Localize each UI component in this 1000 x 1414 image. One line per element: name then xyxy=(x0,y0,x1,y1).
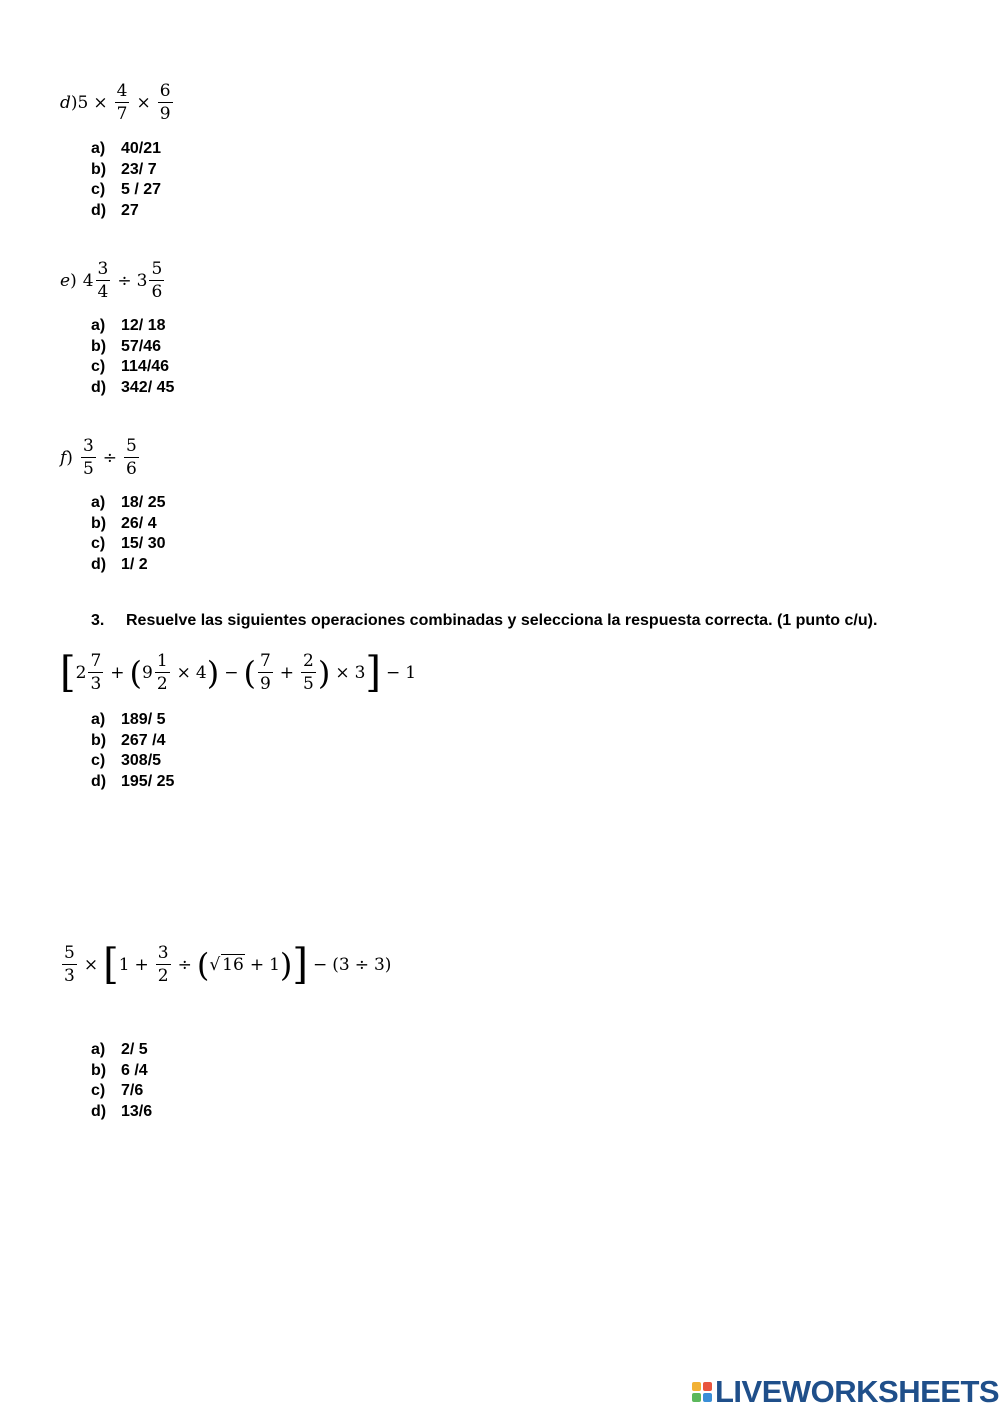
divide-sign: ÷ xyxy=(177,954,192,975)
fraction xyxy=(258,650,273,695)
option-value: 1/ 2 xyxy=(121,555,148,573)
logo-tile xyxy=(703,1382,712,1391)
sqrt-sign: √ xyxy=(209,954,221,975)
numerator: 5 xyxy=(64,943,75,963)
open-bracket: [ xyxy=(103,940,119,989)
paren: ) xyxy=(70,92,78,113)
option-d[interactable] xyxy=(91,1102,152,1123)
minus-sign: − xyxy=(312,954,328,975)
option-letter: b) xyxy=(91,731,107,749)
option-value: 12/ 18 xyxy=(121,317,166,334)
fraction xyxy=(124,435,139,480)
problem-1-expression xyxy=(60,650,416,695)
denominator: 4 xyxy=(97,282,109,302)
fraction xyxy=(158,80,173,125)
denominator: 9 xyxy=(159,104,171,124)
exercise-f-expression xyxy=(60,435,141,480)
close-paren: ) xyxy=(206,653,220,692)
whole-number: 3 xyxy=(136,270,148,291)
whole-number: 5 xyxy=(77,92,89,113)
numerator: 5 xyxy=(151,259,163,279)
option-letter: c) xyxy=(91,181,106,199)
section-3-heading xyxy=(91,612,877,630)
fraction xyxy=(88,650,103,695)
open-bracket: [ xyxy=(60,648,76,697)
option-d[interactable] xyxy=(91,772,174,793)
divide-sign: ÷ xyxy=(354,954,369,975)
option-value: 308/5 xyxy=(121,752,162,770)
option-letter: c) xyxy=(91,1082,106,1100)
fraction xyxy=(156,942,171,987)
denominator: 6 xyxy=(126,459,137,479)
option-value: 23/ 7 xyxy=(121,160,157,178)
denominator: 2 xyxy=(156,674,168,694)
option-letter: a) xyxy=(91,711,106,728)
times-sign: × xyxy=(176,662,191,683)
number: 3 xyxy=(373,954,385,975)
exercise-label: e xyxy=(60,270,71,291)
whole-number: 9 xyxy=(142,662,153,683)
option-c[interactable] xyxy=(91,357,174,378)
numerator: 6 xyxy=(159,81,171,101)
exercise-label: f xyxy=(60,447,67,468)
fraction xyxy=(301,650,316,695)
option-value: 195/ 25 xyxy=(121,772,175,790)
option-letter: a) xyxy=(91,317,106,334)
option-letter: c) xyxy=(91,358,106,376)
close-bracket: ] xyxy=(365,648,382,697)
fraction xyxy=(155,650,170,695)
option-c[interactable] xyxy=(91,751,174,772)
option-letter: a) xyxy=(91,1041,106,1058)
denominator: 3 xyxy=(64,966,75,986)
plus-sign: + xyxy=(110,662,125,683)
exercise-e-expression xyxy=(60,258,166,303)
option-value: 13/6 xyxy=(121,1102,153,1120)
option-value: 342/ 45 xyxy=(121,378,175,396)
minus-sign: − xyxy=(386,662,401,683)
exercise-d-options xyxy=(91,139,161,221)
numerator: 2 xyxy=(303,651,314,671)
number: 1 xyxy=(405,662,417,683)
option-d[interactable] xyxy=(91,201,161,222)
option-b[interactable] xyxy=(91,731,174,752)
logo-text: LIVEWORKSHEETS xyxy=(715,1374,1000,1409)
liveworksheets-logo[interactable] xyxy=(692,1374,999,1410)
option-value: 189/ 5 xyxy=(121,711,166,728)
plus-sign: + xyxy=(134,954,149,975)
number: 3 xyxy=(338,954,350,975)
section-number: 3. xyxy=(91,612,105,629)
option-value: 15/ 30 xyxy=(121,535,166,553)
minus-sign: − xyxy=(224,662,239,683)
logo-tile xyxy=(692,1382,701,1391)
plus-sign: + xyxy=(279,662,295,683)
denominator: 5 xyxy=(82,459,94,479)
option-value: 40/21 xyxy=(121,140,162,157)
option-value: 114/46 xyxy=(121,358,170,376)
logo-tile xyxy=(703,1393,712,1402)
number: 3 xyxy=(354,662,366,683)
numerator: 5 xyxy=(126,436,137,456)
option-value: 26/ 4 xyxy=(121,514,157,532)
number: 4 xyxy=(195,662,207,683)
option-a[interactable] xyxy=(91,316,174,337)
section-instruction: Resuelve las siguientes operaciones combinadas y selecciona la respuesta correcta. (1 punto c/u). xyxy=(126,612,878,629)
option-value: 27 xyxy=(121,201,139,219)
exercise-e-options xyxy=(91,316,174,398)
divide-sign: ÷ xyxy=(102,447,118,468)
option-value: 57/46 xyxy=(121,337,162,355)
problem-1-options xyxy=(91,710,174,792)
option-d[interactable] xyxy=(91,555,165,576)
option-value: 2/ 5 xyxy=(121,1041,148,1058)
times-sign: × xyxy=(335,662,350,683)
exercise-label: d xyxy=(60,92,71,113)
exercise-f-options xyxy=(91,493,165,575)
option-letter: d) xyxy=(91,378,107,396)
option-value: 7/6 xyxy=(121,1082,144,1100)
option-value: 267 /4 xyxy=(121,731,166,749)
logo-icon xyxy=(692,1382,712,1402)
option-c[interactable] xyxy=(91,1081,152,1102)
fraction xyxy=(62,942,77,987)
logo-tile xyxy=(692,1393,701,1402)
option-value: 5 / 27 xyxy=(121,181,162,199)
number: 1 xyxy=(118,954,130,975)
option-letter: b) xyxy=(91,1061,107,1079)
numerator: 3 xyxy=(82,436,94,456)
open-paren: ( xyxy=(196,945,210,984)
numerator: 7 xyxy=(90,651,102,671)
problem-2-options xyxy=(91,1040,152,1122)
option-b[interactable] xyxy=(91,160,161,181)
option-c[interactable] xyxy=(91,534,165,555)
number: 1 xyxy=(269,954,280,975)
denominator: 7 xyxy=(116,104,128,124)
option-c[interactable] xyxy=(91,180,161,201)
fraction xyxy=(96,258,111,303)
denominator: 5 xyxy=(303,674,314,694)
denominator: 2 xyxy=(157,966,169,986)
option-a[interactable] xyxy=(91,1040,152,1061)
denominator: 3 xyxy=(90,674,102,694)
denominator: 6 xyxy=(151,282,163,302)
option-a[interactable] xyxy=(91,710,174,731)
option-letter: d) xyxy=(91,1102,107,1120)
option-letter: c) xyxy=(91,535,106,553)
option-letter: d) xyxy=(91,555,107,573)
option-letter: d) xyxy=(91,772,107,790)
open-paren: ( xyxy=(332,954,339,975)
fraction xyxy=(149,258,164,303)
option-a[interactable] xyxy=(91,493,165,514)
option-letter: b) xyxy=(91,337,107,355)
option-d[interactable] xyxy=(91,378,174,399)
divide-sign: ÷ xyxy=(117,270,132,291)
numerator: 7 xyxy=(259,651,271,671)
option-letter: d) xyxy=(91,201,107,219)
numerator: 3 xyxy=(97,259,109,279)
paren: ) xyxy=(70,270,77,291)
numerator: 4 xyxy=(116,81,128,101)
fraction xyxy=(115,80,130,125)
close-paren: ) xyxy=(317,653,331,692)
fraction xyxy=(81,435,96,480)
option-value: 6 /4 xyxy=(121,1061,148,1079)
exercise-d-expression xyxy=(60,80,175,125)
option-value: 18/ 25 xyxy=(121,494,166,511)
close-paren: ) xyxy=(279,945,293,984)
radicand: 16 xyxy=(222,955,244,975)
times-sign: × xyxy=(136,92,151,113)
times-sign: × xyxy=(83,954,99,975)
option-b[interactable] xyxy=(91,1061,152,1082)
close-bracket: ] xyxy=(292,940,308,989)
plus-sign: + xyxy=(249,954,265,975)
problem-2-expression xyxy=(60,942,391,987)
option-b[interactable] xyxy=(91,337,174,358)
open-paren: ( xyxy=(129,653,142,692)
numerator: 3 xyxy=(157,943,169,963)
option-letter: b) xyxy=(91,160,107,178)
close-paren: ) xyxy=(384,954,392,975)
times-sign: × xyxy=(93,92,108,113)
denominator: 9 xyxy=(259,674,271,694)
option-a[interactable] xyxy=(91,139,161,160)
whole-number: 2 xyxy=(75,662,87,683)
option-letter: a) xyxy=(91,494,106,511)
open-paren: ( xyxy=(243,653,256,692)
option-b[interactable] xyxy=(91,514,165,535)
numerator: 1 xyxy=(156,651,168,671)
option-letter: b) xyxy=(91,514,107,532)
whole-number: 4 xyxy=(82,270,94,291)
paren: ) xyxy=(66,447,73,468)
option-letter: c) xyxy=(91,752,106,770)
option-letter: a) xyxy=(91,140,106,157)
